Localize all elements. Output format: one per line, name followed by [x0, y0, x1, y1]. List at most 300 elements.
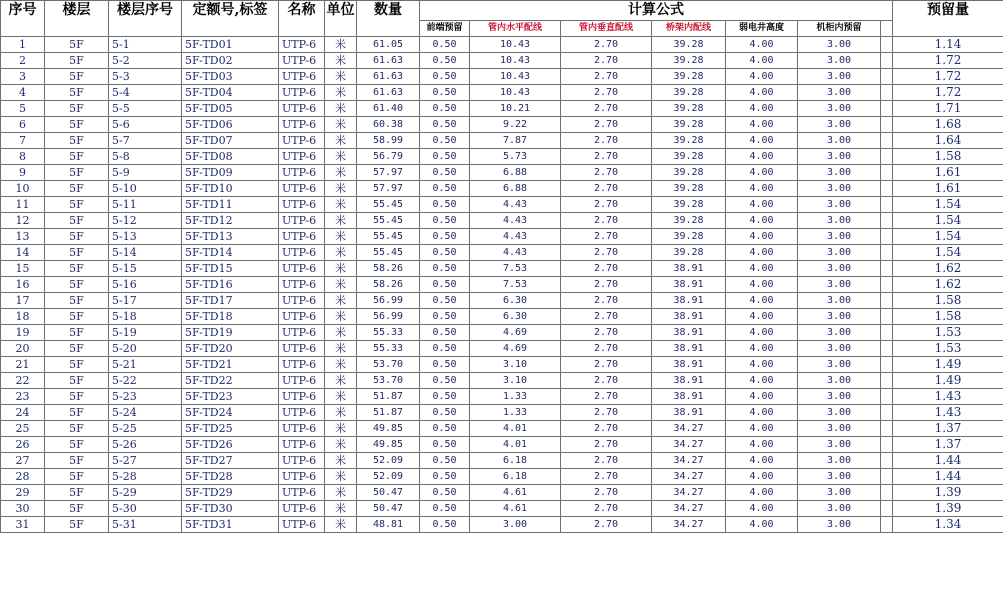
- cell-floor: 5F: [45, 437, 109, 453]
- cell-pipe-horizontal: 7.87: [470, 133, 561, 149]
- cell-floor-seq: 5-7: [109, 133, 182, 149]
- cell-reserve: 1.61: [893, 181, 1003, 197]
- cell-quota-label: 5F-TD17: [182, 293, 279, 309]
- cell-front-reserve: 0.50: [420, 69, 470, 85]
- cell-name: UTP-6: [279, 181, 325, 197]
- cell-name: UTP-6: [279, 117, 325, 133]
- cell-pipe-vertical: 2.70: [561, 453, 652, 469]
- cell-tray-wiring: 38.91: [652, 357, 726, 373]
- cell-floor-seq: 5-6: [109, 117, 182, 133]
- cell-quantity: 56.79: [357, 149, 420, 165]
- table-row: [1, 197, 1003, 213]
- cell-front-reserve: 0.50: [420, 325, 470, 341]
- cell-unit: 米: [325, 133, 357, 149]
- cell-name: UTP-6: [279, 85, 325, 101]
- cell-seq: 25: [1, 421, 45, 437]
- cell-seq: 9: [1, 165, 45, 181]
- cell-unit: 米: [325, 37, 357, 53]
- cell-tray-wiring: 39.28: [652, 149, 726, 165]
- cell-reserve: 1.37: [893, 421, 1003, 437]
- cell-floor: 5F: [45, 213, 109, 229]
- cell-pipe-horizontal: 7.53: [470, 277, 561, 293]
- cell-cabinet-reserve: 3.00: [798, 309, 881, 325]
- cell-pipe-horizontal: 6.88: [470, 165, 561, 181]
- cell-front-reserve: 0.50: [420, 261, 470, 277]
- cell-unit: 米: [325, 229, 357, 245]
- cell-quota-label: 5F-TD12: [182, 213, 279, 229]
- cell-name: UTP-6: [279, 229, 325, 245]
- header-quota-label: 定额号,标签: [182, 1, 279, 21]
- cell-front-reserve: 0.50: [420, 117, 470, 133]
- cell-front-reserve: 0.50: [420, 309, 470, 325]
- cell-seq: 1: [1, 37, 45, 53]
- cell-tray-wiring: 39.28: [652, 197, 726, 213]
- cell-pipe-horizontal: 6.30: [470, 309, 561, 325]
- cell-quota-label: 5F-TD24: [182, 405, 279, 421]
- cell-pipe-vertical: 2.70: [561, 373, 652, 389]
- cell-name: UTP-6: [279, 245, 325, 261]
- cell-cabinet-reserve: 3.00: [798, 421, 881, 437]
- cell-seq: 24: [1, 405, 45, 421]
- cell-shaft-height: 4.00: [726, 245, 798, 261]
- cell-unit: 米: [325, 69, 357, 85]
- cell-reserve: 1.54: [893, 229, 1003, 245]
- cell-floor: 5F: [45, 229, 109, 245]
- cell-unit: 米: [325, 341, 357, 357]
- cell-front-reserve: 0.50: [420, 469, 470, 485]
- cell-floor: 5F: [45, 149, 109, 165]
- cell-tray-wiring: 34.27: [652, 437, 726, 453]
- cell-floor: 5F: [45, 69, 109, 85]
- header-row: [1, 1, 1003, 21]
- cell-quantity: 58.26: [357, 277, 420, 293]
- cell-cabinet-reserve: 3.00: [798, 117, 881, 133]
- cell-quantity: 50.47: [357, 501, 420, 517]
- cell-front-reserve: 0.50: [420, 229, 470, 245]
- cell-shaft-height: 4.00: [726, 517, 798, 533]
- cell-unit: 米: [325, 117, 357, 133]
- cell-blank: [881, 245, 893, 261]
- cell-pipe-horizontal: 6.18: [470, 453, 561, 469]
- cell-pipe-vertical: 2.70: [561, 469, 652, 485]
- cell-shaft-height: 4.00: [726, 101, 798, 117]
- cell-reserve: 1.49: [893, 373, 1003, 389]
- cell-cabinet-reserve: 3.00: [798, 469, 881, 485]
- cell-shaft-height: 4.00: [726, 53, 798, 69]
- cell-pipe-horizontal: 5.73: [470, 149, 561, 165]
- cell-name: UTP-6: [279, 37, 325, 53]
- cell-unit: 米: [325, 437, 357, 453]
- cell-cabinet-reserve: 3.00: [798, 437, 881, 453]
- cell-front-reserve: 0.50: [420, 453, 470, 469]
- cell-blank: [881, 485, 893, 501]
- cell-front-reserve: 0.50: [420, 517, 470, 533]
- cell-seq: 14: [1, 245, 45, 261]
- cell-pipe-vertical: 2.70: [561, 133, 652, 149]
- cell-shaft-height: 4.00: [726, 181, 798, 197]
- cell-floor-seq: 5-16: [109, 277, 182, 293]
- cell-shaft-height: 4.00: [726, 165, 798, 181]
- table-row: [1, 341, 1003, 357]
- cell-name: UTP-6: [279, 53, 325, 69]
- cell-floor: 5F: [45, 405, 109, 421]
- cell-pipe-horizontal: 10.43: [470, 69, 561, 85]
- cell-unit: 米: [325, 197, 357, 213]
- table-row: [1, 101, 1003, 117]
- cell-pipe-vertical: 2.70: [561, 517, 652, 533]
- cell-quantity: 61.63: [357, 69, 420, 85]
- cell-cabinet-reserve: 3.00: [798, 405, 881, 421]
- cell-name: UTP-6: [279, 485, 325, 501]
- cell-blank: [881, 149, 893, 165]
- cell-unit: 米: [325, 245, 357, 261]
- cell-tray-wiring: 38.91: [652, 277, 726, 293]
- cell-cabinet-reserve: 3.00: [798, 53, 881, 69]
- cell-reserve: 1.72: [893, 53, 1003, 69]
- cell-shaft-height: 4.00: [726, 261, 798, 277]
- header-floor-seq: 楼层序号: [109, 1, 182, 21]
- cell-shaft-height: 4.00: [726, 341, 798, 357]
- header-seq: 序号: [1, 1, 45, 21]
- cell-cabinet-reserve: 3.00: [798, 229, 881, 245]
- cell-tray-wiring: 39.28: [652, 101, 726, 117]
- cell-quantity: 56.99: [357, 309, 420, 325]
- cell-seq: 5: [1, 101, 45, 117]
- cell-quota-label: 5F-TD25: [182, 421, 279, 437]
- cell-blank: [881, 101, 893, 117]
- cell-pipe-horizontal: 4.01: [470, 437, 561, 453]
- cell-blank: [881, 389, 893, 405]
- cell-floor-seq: 5-12: [109, 213, 182, 229]
- cell-seq: 2: [1, 53, 45, 69]
- cell-cabinet-reserve: 3.00: [798, 485, 881, 501]
- cell-quantity: 55.33: [357, 341, 420, 357]
- cell-pipe-vertical: 2.70: [561, 357, 652, 373]
- cell-blank: [881, 373, 893, 389]
- subheader-cabinet-reserve: 机柜内预留: [798, 21, 881, 37]
- cell-quantity: 58.99: [357, 133, 420, 149]
- cell-shaft-height: 4.00: [726, 421, 798, 437]
- cell-shaft-height: 4.00: [726, 405, 798, 421]
- cell-name: UTP-6: [279, 437, 325, 453]
- cell-tray-wiring: 38.91: [652, 405, 726, 421]
- cell-quota-label: 5F-TD09: [182, 165, 279, 181]
- cell-pipe-vertical: 2.70: [561, 165, 652, 181]
- cell-shaft-height: 4.00: [726, 293, 798, 309]
- cell-pipe-vertical: 2.70: [561, 69, 652, 85]
- cell-seq: 4: [1, 85, 45, 101]
- cell-tray-wiring: 34.27: [652, 501, 726, 517]
- cell-floor: 5F: [45, 357, 109, 373]
- cell-seq: 10: [1, 181, 45, 197]
- cell-shaft-height: 4.00: [726, 149, 798, 165]
- cell-front-reserve: 0.50: [420, 245, 470, 261]
- cell-front-reserve: 0.50: [420, 165, 470, 181]
- cell-pipe-horizontal: 4.61: [470, 485, 561, 501]
- cell-cabinet-reserve: 3.00: [798, 213, 881, 229]
- cell-unit: 米: [325, 53, 357, 69]
- cell-unit: 米: [325, 277, 357, 293]
- cell-seq: 28: [1, 469, 45, 485]
- cell-pipe-horizontal: 4.43: [470, 229, 561, 245]
- cell-reserve: 1.14: [893, 37, 1003, 53]
- cell-cabinet-reserve: 3.00: [798, 261, 881, 277]
- cell-cabinet-reserve: 3.00: [798, 517, 881, 533]
- cell-quota-label: 5F-TD30: [182, 501, 279, 517]
- cell-shaft-height: 4.00: [726, 325, 798, 341]
- cell-pipe-horizontal: 10.21: [470, 101, 561, 117]
- cell-front-reserve: 0.50: [420, 37, 470, 53]
- table-row: [1, 421, 1003, 437]
- table-row: [1, 373, 1003, 389]
- cell-quantity: 51.87: [357, 389, 420, 405]
- cell-name: UTP-6: [279, 453, 325, 469]
- cell-unit: 米: [325, 501, 357, 517]
- cell-shaft-height: 4.00: [726, 213, 798, 229]
- cell-quantity: 55.45: [357, 229, 420, 245]
- cell-seq: 18: [1, 309, 45, 325]
- table-row: [1, 277, 1003, 293]
- cell-floor-seq: 5-27: [109, 453, 182, 469]
- cell-quota-label: 5F-TD19: [182, 325, 279, 341]
- cell-floor: 5F: [45, 165, 109, 181]
- cell-seq: 7: [1, 133, 45, 149]
- cell-seq: 3: [1, 69, 45, 85]
- cell-reserve: 1.53: [893, 341, 1003, 357]
- table-row: [1, 229, 1003, 245]
- cell-tray-wiring: 38.91: [652, 293, 726, 309]
- cell-blank: [881, 197, 893, 213]
- cell-unit: 米: [325, 517, 357, 533]
- cell-tray-wiring: 39.28: [652, 165, 726, 181]
- cell-shaft-height: 4.00: [726, 485, 798, 501]
- cell-quantity: 48.81: [357, 517, 420, 533]
- cell-cabinet-reserve: 3.00: [798, 85, 881, 101]
- cell-blank: [881, 117, 893, 133]
- cell-tray-wiring: 38.91: [652, 389, 726, 405]
- cell-pipe-vertical: 2.70: [561, 309, 652, 325]
- cell-quantity: 58.26: [357, 261, 420, 277]
- cell-floor-seq: 5-8: [109, 149, 182, 165]
- cell-name: UTP-6: [279, 101, 325, 117]
- cell-seq: 20: [1, 341, 45, 357]
- cell-quota-label: 5F-TD06: [182, 117, 279, 133]
- cell-pipe-horizontal: 4.61: [470, 501, 561, 517]
- cell-cabinet-reserve: 3.00: [798, 277, 881, 293]
- cell-blank: [881, 517, 893, 533]
- cell-reserve: 1.39: [893, 501, 1003, 517]
- cell-pipe-horizontal: 10.43: [470, 53, 561, 69]
- subheader-front-reserve: 前端预留: [420, 21, 470, 37]
- cell-quota-label: 5F-TD02: [182, 53, 279, 69]
- table-row: [1, 485, 1003, 501]
- cell-tray-wiring: 38.91: [652, 309, 726, 325]
- cell-tray-wiring: 39.28: [652, 181, 726, 197]
- cell-reserve: 1.61: [893, 165, 1003, 181]
- header-quantity: 数量: [357, 1, 420, 21]
- cell-cabinet-reserve: 3.00: [798, 245, 881, 261]
- cell-floor: 5F: [45, 37, 109, 53]
- cell-floor-seq: 5-9: [109, 165, 182, 181]
- cell-name: UTP-6: [279, 517, 325, 533]
- cell-name: UTP-6: [279, 149, 325, 165]
- cell-floor-seq: 5-18: [109, 309, 182, 325]
- cell-floor: 5F: [45, 309, 109, 325]
- table-row: [1, 69, 1003, 85]
- cell-floor-seq: 5-19: [109, 325, 182, 341]
- header-unit-cont: [325, 21, 357, 37]
- cell-blank: [881, 69, 893, 85]
- cell-reserve: 1.54: [893, 213, 1003, 229]
- header-unit: 单位: [325, 1, 357, 21]
- cell-quota-label: 5F-TD23: [182, 389, 279, 405]
- subheader-pipe-vertical: 管内垂直配线: [561, 21, 652, 37]
- cell-blank: [881, 357, 893, 373]
- cell-quantity: 52.09: [357, 453, 420, 469]
- cell-cabinet-reserve: 3.00: [798, 501, 881, 517]
- cell-pipe-vertical: 2.70: [561, 213, 652, 229]
- cell-cabinet-reserve: 3.00: [798, 165, 881, 181]
- cell-seq: 11: [1, 197, 45, 213]
- cell-quota-label: 5F-TD21: [182, 357, 279, 373]
- cell-reserve: 1.44: [893, 469, 1003, 485]
- cell-blank: [881, 453, 893, 469]
- table-row: [1, 181, 1003, 197]
- cell-pipe-vertical: 2.70: [561, 245, 652, 261]
- cell-reserve: 1.62: [893, 277, 1003, 293]
- cell-blank: [881, 421, 893, 437]
- table-row: [1, 261, 1003, 277]
- cell-pipe-vertical: 2.70: [561, 293, 652, 309]
- cell-reserve: 1.64: [893, 133, 1003, 149]
- cell-shaft-height: 4.00: [726, 197, 798, 213]
- cell-pipe-horizontal: 4.43: [470, 213, 561, 229]
- cell-floor: 5F: [45, 261, 109, 277]
- cell-pipe-horizontal: 3.10: [470, 357, 561, 373]
- cell-blank: [881, 501, 893, 517]
- cell-front-reserve: 0.50: [420, 53, 470, 69]
- cell-quota-label: 5F-TD11: [182, 197, 279, 213]
- header-floor-cont: [45, 21, 109, 37]
- cell-front-reserve: 0.50: [420, 133, 470, 149]
- cell-pipe-vertical: 2.70: [561, 405, 652, 421]
- table-row: [1, 85, 1003, 101]
- cell-tray-wiring: 39.28: [652, 37, 726, 53]
- table-row: [1, 437, 1003, 453]
- cell-front-reserve: 0.50: [420, 389, 470, 405]
- cell-quantity: 49.85: [357, 437, 420, 453]
- cell-name: UTP-6: [279, 373, 325, 389]
- cell-unit: 米: [325, 165, 357, 181]
- cell-pipe-horizontal: 6.88: [470, 181, 561, 197]
- cell-quota-label: 5F-TD16: [182, 277, 279, 293]
- cell-quota-label: 5F-TD15: [182, 261, 279, 277]
- cell-shaft-height: 4.00: [726, 389, 798, 405]
- cell-cabinet-reserve: 3.00: [798, 341, 881, 357]
- cell-quantity: 55.33: [357, 325, 420, 341]
- cell-seq: 17: [1, 293, 45, 309]
- cell-front-reserve: 0.50: [420, 85, 470, 101]
- cell-tray-wiring: 38.91: [652, 261, 726, 277]
- cell-pipe-vertical: 2.70: [561, 341, 652, 357]
- cell-blank: [881, 469, 893, 485]
- cell-quota-label: 5F-TD20: [182, 341, 279, 357]
- cell-quota-label: 5F-TD18: [182, 309, 279, 325]
- cell-quota-label: 5F-TD29: [182, 485, 279, 501]
- cell-front-reserve: 0.50: [420, 101, 470, 117]
- table-row: [1, 453, 1003, 469]
- cell-floor: 5F: [45, 197, 109, 213]
- cell-tray-wiring: 34.27: [652, 421, 726, 437]
- table-row: [1, 133, 1003, 149]
- cell-seq: 16: [1, 277, 45, 293]
- cell-reserve: 1.58: [893, 293, 1003, 309]
- cell-seq: 12: [1, 213, 45, 229]
- cell-seq: 19: [1, 325, 45, 341]
- subheader-row: [1, 21, 1003, 37]
- cell-blank: [881, 181, 893, 197]
- cell-unit: 米: [325, 261, 357, 277]
- cell-front-reserve: 0.50: [420, 485, 470, 501]
- table-row: [1, 517, 1003, 533]
- cell-floor-seq: 5-29: [109, 485, 182, 501]
- cell-floor: 5F: [45, 117, 109, 133]
- cell-blank: [881, 437, 893, 453]
- cell-floor-seq: 5-23: [109, 389, 182, 405]
- cell-name: UTP-6: [279, 165, 325, 181]
- cell-shaft-height: 4.00: [726, 469, 798, 485]
- cell-quota-label: 5F-TD28: [182, 469, 279, 485]
- cell-floor-seq: 5-14: [109, 245, 182, 261]
- cell-front-reserve: 0.50: [420, 373, 470, 389]
- cell-cabinet-reserve: 3.00: [798, 133, 881, 149]
- header-floor-seq-cont: [109, 21, 182, 37]
- cell-floor-seq: 5-30: [109, 501, 182, 517]
- cell-blank: [881, 309, 893, 325]
- cell-pipe-horizontal: 3.10: [470, 373, 561, 389]
- cell-pipe-vertical: 2.70: [561, 485, 652, 501]
- cell-name: UTP-6: [279, 357, 325, 373]
- cell-unit: 米: [325, 469, 357, 485]
- cell-floor: 5F: [45, 277, 109, 293]
- cell-cabinet-reserve: 3.00: [798, 293, 881, 309]
- cell-floor: 5F: [45, 389, 109, 405]
- cell-tray-wiring: 38.91: [652, 325, 726, 341]
- cell-pipe-vertical: 2.70: [561, 501, 652, 517]
- cell-quota-label: 5F-TD26: [182, 437, 279, 453]
- cell-pipe-horizontal: 10.43: [470, 37, 561, 53]
- cell-unit: 米: [325, 293, 357, 309]
- cell-pipe-horizontal: 6.18: [470, 469, 561, 485]
- cell-shaft-height: 4.00: [726, 453, 798, 469]
- cell-floor: 5F: [45, 133, 109, 149]
- cell-quota-label: 5F-TD07: [182, 133, 279, 149]
- cell-floor-seq: 5-15: [109, 261, 182, 277]
- cell-quantity: 61.63: [357, 85, 420, 101]
- cell-seq: 26: [1, 437, 45, 453]
- cell-quantity: 61.40: [357, 101, 420, 117]
- cell-quantity: 55.45: [357, 197, 420, 213]
- table-row: [1, 149, 1003, 165]
- cell-unit: 米: [325, 389, 357, 405]
- cell-name: UTP-6: [279, 197, 325, 213]
- cell-shaft-height: 4.00: [726, 117, 798, 133]
- cell-tray-wiring: 39.28: [652, 133, 726, 149]
- cell-floor-seq: 5-2: [109, 53, 182, 69]
- cell-pipe-horizontal: 4.43: [470, 245, 561, 261]
- table-row: [1, 245, 1003, 261]
- cell-reserve: 1.34: [893, 517, 1003, 533]
